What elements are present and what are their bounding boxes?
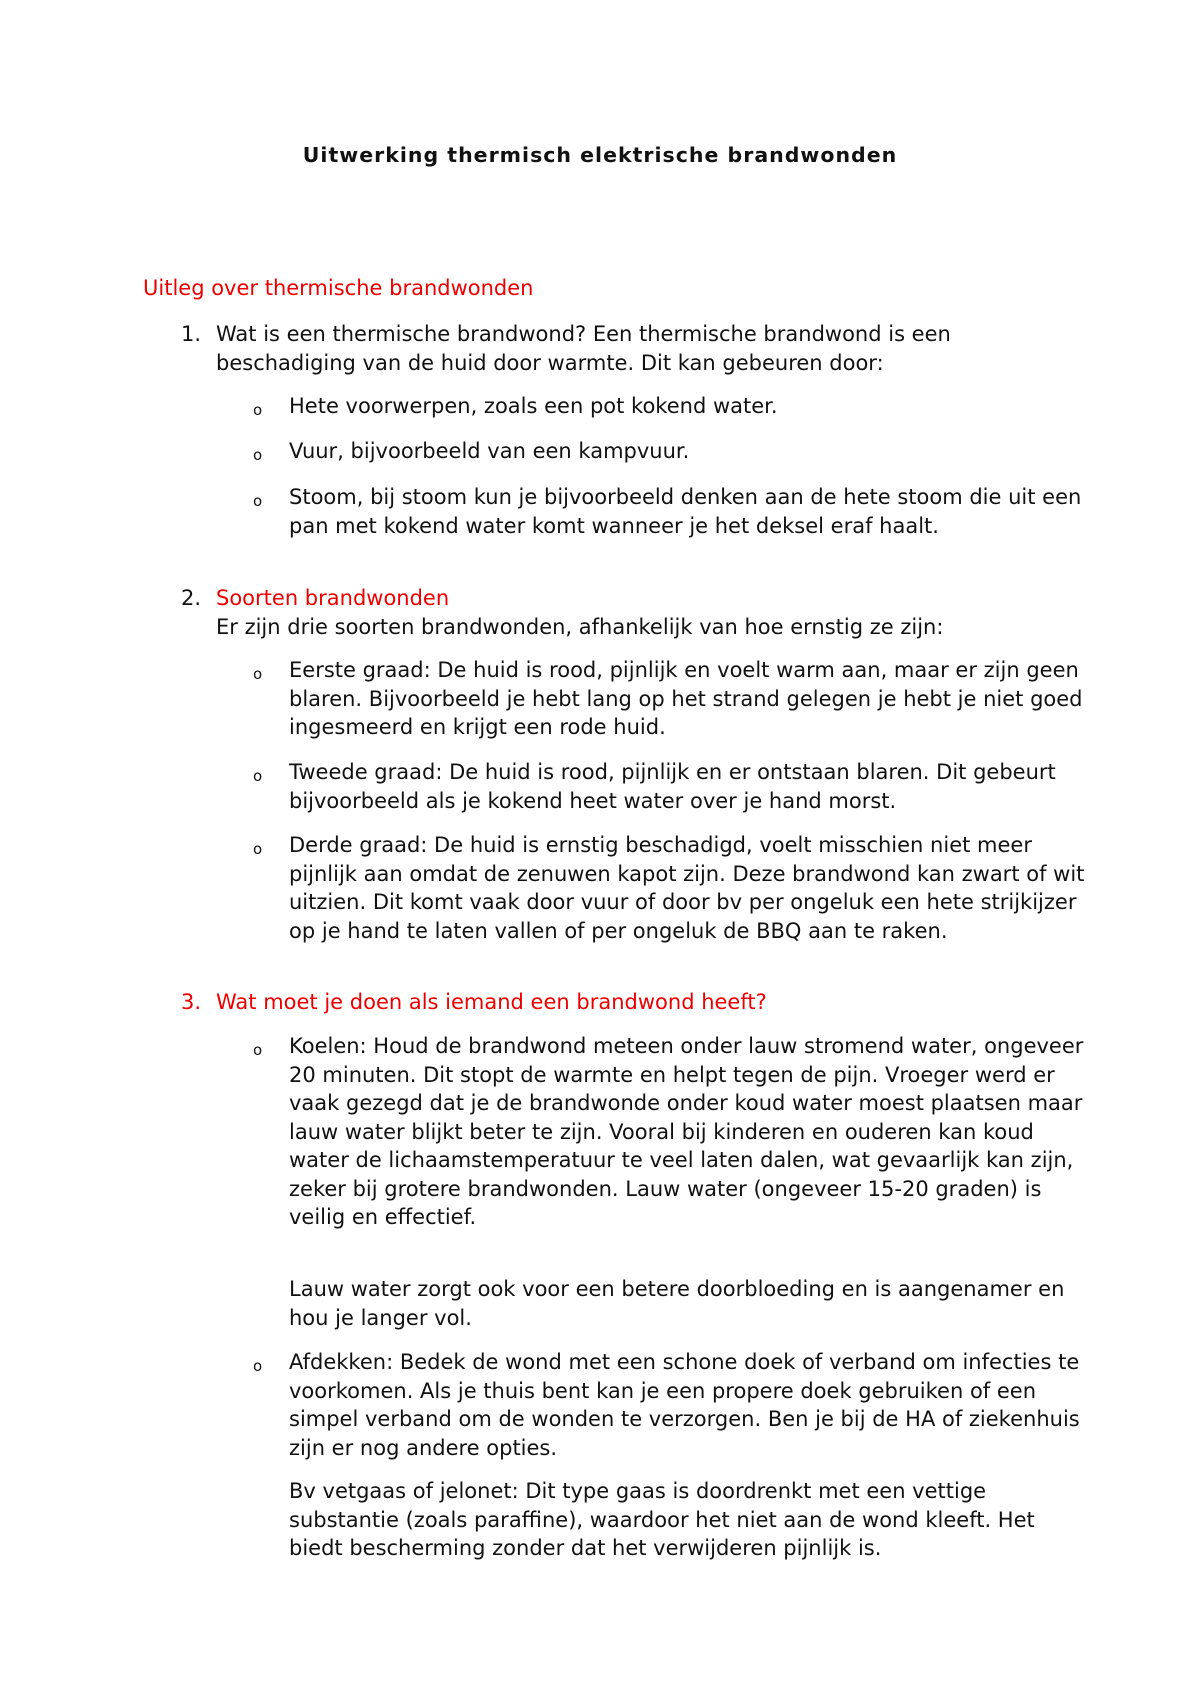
bullet-symbol: o: [253, 492, 263, 510]
bullet-extra-text: Lauw water zorgt ook voor een betere doorbloeding en is aangenamer en hou je langer vol.: [289, 1277, 1065, 1330]
document-title: Uitwerking thermisch elektrische brandwonden: [302, 143, 898, 167]
section-heading: Uitleg over thermische brandwonden: [143, 276, 534, 300]
bullet-text: Koelen: Houd de brandwond meteen onder lauw stromend water, ongeveer 20 minuten. Dit stopt de warmte en helpt tegen de pijn. Vroeger werd er vaak gezegd dat je de brandwonde onder koud water moest plaatsen maar lauw water blijkt beter te zijn. Vooral bij kinderen en ouderen kan koud water de lichaamstemperatuur te veel laten dalen, wat gevaarlijk kan zijn, zeker bij grotere brandwonden. Lauw water (ongeveer 15-20 graden) is veilig en effectief.: [289, 1034, 1084, 1229]
item-number: 3.: [181, 990, 202, 1014]
item-text: Wat is een thermische brandwond? Een thermische brandwond is een beschadiging van de huid door warmte. Dit kan gebeuren door:: [216, 322, 951, 375]
bullet-text: Eerste graad: De huid is rood, pijnlijk en voelt warm aan, maar er zijn geen blaren. Bijvoorbeeld je hebt lang op het strand gelegen je hebt je niet goed ingesmeerd en krijgt een rode huid.: [289, 658, 1083, 739]
bullet-symbol: o: [253, 1357, 263, 1375]
bullet-symbol: o: [253, 1041, 263, 1059]
item-number: 2.: [181, 586, 202, 610]
bullet-symbol: o: [253, 401, 263, 419]
bullet-text: Stoom, bij stoom kun je bijvoorbeeld denken aan de hete stoom die uit een pan met kokend water komt wanneer je het deksel eraf haalt.: [289, 485, 1082, 538]
bullet-symbol: o: [253, 446, 263, 464]
item-heading: Soorten brandwonden: [216, 586, 450, 610]
bullet-symbol: o: [253, 840, 263, 858]
bullet-text: Hete voorwerpen, zoals een pot kokend water.: [289, 394, 778, 418]
bullet-text: Derde graad: De huid is ernstig beschadigd, voelt misschien niet meer pijnlijk aan omdat de zenuwen kapot zijn. Deze brandwond kan zwart of wit uitzien. Dit komt vaak door vuur of door bv per ongeluk een hete strijkijzer op je hand te laten vallen of per ongeluk de BBQ aan te raken.: [289, 833, 1085, 943]
item-heading: Wat moet je doen als iemand een brandwond heeft?: [216, 990, 767, 1014]
bullet-text: Vuur, bijvoorbeeld van een kampvuur.: [289, 439, 690, 463]
bullet-text: Afdekken: Bedek de wond met een schone doek of verband om infecties te voorkomen. Als je thuis bent kan je een propere doek gebruiken of een simpel verband om de wonden te verzorgen. Ben je bij de HA of ziekenhuis zijn er nog andere opties.: [289, 1350, 1080, 1460]
bullet-extra-text: Bv vetgaas of jelonet: Dit type gaas is doordrenkt met een vettige substantie (zoals paraffine), waardoor het niet aan de wond kleeft. Het biedt bescherming zonder dat het verwijderen pijnlijk is.: [289, 1479, 1035, 1560]
bullet-symbol: o: [253, 665, 263, 683]
bullet-text: Tweede graad: De huid is rood, pijnlijk en er ontstaan blaren. Dit gebeurt bijvoorbeeld als je kokend heet water over je hand morst.: [289, 760, 1056, 813]
bullet-symbol: o: [253, 767, 263, 785]
item-number: 1.: [181, 322, 202, 346]
item-text: Er zijn drie soorten brandwonden, afhankelijk van hoe ernstig ze zijn:: [216, 615, 944, 639]
